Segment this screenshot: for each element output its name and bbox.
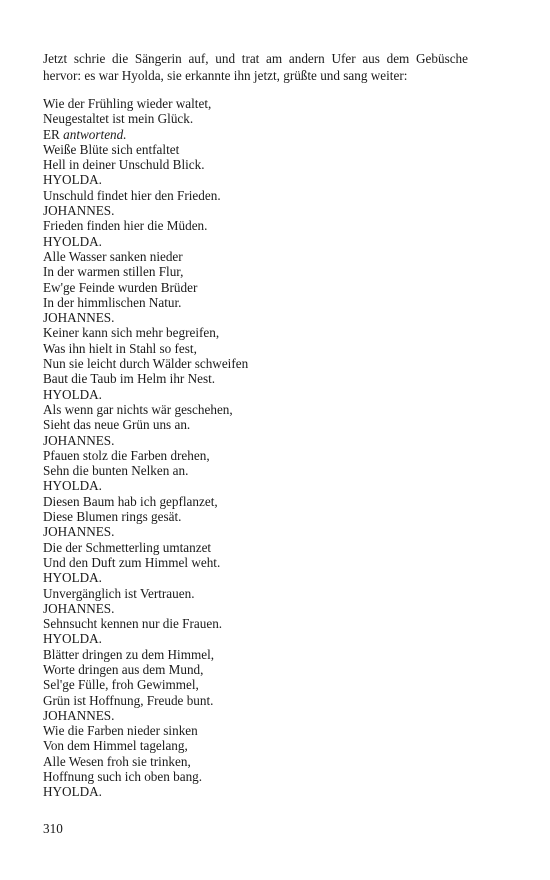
verse-line — [43, 784, 503, 799]
verse-line-text: Und den Duft zum Himmel weht. — [43, 554, 221, 570]
verse-line — [43, 264, 503, 279]
verse-line-text: Diesen Baum hab ich gepflanzet, — [43, 493, 218, 509]
verse-line — [43, 647, 503, 662]
verse-line-text: JOHANNES. — [43, 310, 115, 326]
verse-line-text: HYOLDA. — [43, 172, 102, 188]
verse-line — [43, 96, 503, 111]
verse-line — [43, 188, 503, 203]
verse-line — [43, 157, 503, 172]
verse-line — [43, 555, 503, 570]
verse-line-text: Hell in deiner Unschuld Blick. — [43, 157, 205, 173]
verse-line-text: Unschuld findet hier den Frieden. — [43, 187, 221, 203]
verse-line — [43, 295, 503, 310]
verse-line — [43, 723, 503, 738]
verse-line — [43, 662, 503, 677]
verse-line — [43, 280, 503, 295]
verse-line-text: Hoffnung such ich oben bang. — [43, 769, 203, 785]
verse-line-text: Unvergänglich ist Vertrauen. — [43, 585, 195, 601]
verse-line-text: Neugestaltet ist mein Glück. — [43, 111, 194, 127]
verse-line — [43, 524, 503, 539]
verse-line-text: Wie die Farben nieder sinken — [43, 723, 198, 739]
verse-line-text: JOHANNES. — [43, 600, 115, 616]
verse-line-text: Wie der Frühling wieder waltet, — [43, 96, 212, 111]
verse-line — [43, 494, 503, 509]
verse-line-text: Was ihn hielt in Stahl so fest, — [43, 340, 197, 356]
verse-line — [43, 586, 503, 601]
verse-line-text: HYOLDA. — [43, 386, 102, 402]
verse-line — [43, 417, 503, 432]
verse-line-text: Pfauen stolz die Farben drehen, — [43, 447, 210, 463]
verse-line-text: Keiner kann sich mehr begreifen, — [43, 325, 220, 341]
verse-line — [43, 234, 503, 249]
verse-line-text: HYOLDA. — [43, 570, 102, 586]
verse-line — [43, 325, 503, 340]
verse-line-text: Diese Blumen rings gesät. — [43, 509, 182, 525]
verse-line-text: Blätter dringen zu dem Himmel, — [43, 646, 215, 662]
verse-line-text: Weiße Blüte sich entfaltet — [43, 141, 180, 157]
verse-line — [43, 218, 503, 233]
verse-line — [43, 677, 503, 692]
verse-line-text: Baut die Taub im Helm ihr Nest. — [43, 371, 216, 387]
verse-line-text: HYOLDA. — [43, 631, 102, 647]
verse-line-text: HYOLDA. — [43, 233, 102, 249]
verse-line — [43, 738, 503, 753]
verse-line-text: In der warmen stillen Flur, — [43, 264, 184, 280]
verse-line — [43, 127, 503, 142]
verse-line — [43, 203, 503, 218]
verse-line — [43, 769, 503, 784]
verse-line-text: Frieden finden hier die Müden. — [43, 218, 208, 234]
verse-line — [43, 478, 503, 493]
stage-direction: antwortend. — [63, 126, 127, 142]
verse-line-text: Ew'ge Feinde wurden Brüder — [43, 279, 198, 295]
verse-line — [43, 540, 503, 555]
verse-line-text: Nun sie leicht durch Wälder schweifen — [43, 356, 249, 372]
verse-line — [43, 708, 503, 723]
verse-line-text: Als wenn gar nichts wär geschehen, — [43, 401, 233, 417]
intro-paragraph: Jetzt schrie die Sängerin auf, und trat am andern Ufer aus dem Gebüsche hervor: es war Hyolda, sie erkannte ihn jetzt, grüßte und sang weiter: — [43, 51, 468, 83]
verse-block — [43, 96, 503, 800]
verse-line — [43, 341, 503, 356]
verse-line — [43, 448, 503, 463]
verse-line-text: JOHANNES. — [43, 203, 115, 219]
verse-line-text: Sehnsucht kennen nur die Frauen. — [43, 616, 223, 632]
verse-line-text: JOHANNES. — [43, 524, 115, 540]
verse-line-text: HYOLDA. — [43, 784, 102, 800]
verse-line-text: HYOLDA. — [43, 478, 102, 494]
verse-line — [43, 754, 503, 769]
verse-line-text: Sieht das neue Grün uns an. — [43, 417, 191, 433]
verse-line-text: Von dem Himmel tagelang, — [43, 738, 188, 754]
verse-line — [43, 631, 503, 646]
verse-line — [43, 172, 503, 187]
verse-line-text: In der himmlischen Natur. — [43, 294, 182, 310]
verse-line — [43, 111, 503, 126]
verse-line-text: Sel'ge Fülle, froh Gewimmel, — [43, 677, 199, 693]
verse-line-text: JOHANNES. — [43, 432, 115, 448]
verse-line — [43, 310, 503, 325]
verse-line — [43, 616, 503, 631]
verse-line-text: Worte dringen aus dem Mund, — [43, 661, 204, 677]
verse-line — [43, 371, 503, 386]
verse-line-text: ER — [43, 126, 64, 142]
verse-line-text: Alle Wasser sanken nieder — [43, 248, 183, 264]
verse-line — [43, 249, 503, 264]
verse-line — [43, 463, 503, 478]
verse-line-text: Die der Schmetterling umtanzet — [43, 539, 212, 555]
verse-line — [43, 142, 503, 157]
verse-line — [43, 509, 503, 524]
page-number: 310 — [43, 821, 63, 836]
verse-line — [43, 387, 503, 402]
verse-line-text: JOHANNES. — [43, 707, 115, 723]
verse-line-text: Alle Wesen froh sie trinken, — [43, 753, 191, 769]
verse-line — [43, 601, 503, 616]
verse-line — [43, 570, 503, 585]
verse-line — [43, 693, 503, 708]
verse-line-text: Sehn die bunten Nelken an. — [43, 463, 189, 479]
verse-line-text: Grün ist Hoffnung, Freude bunt. — [43, 692, 214, 708]
verse-line — [43, 402, 503, 417]
verse-line — [43, 433, 503, 448]
verse-line — [43, 356, 503, 371]
